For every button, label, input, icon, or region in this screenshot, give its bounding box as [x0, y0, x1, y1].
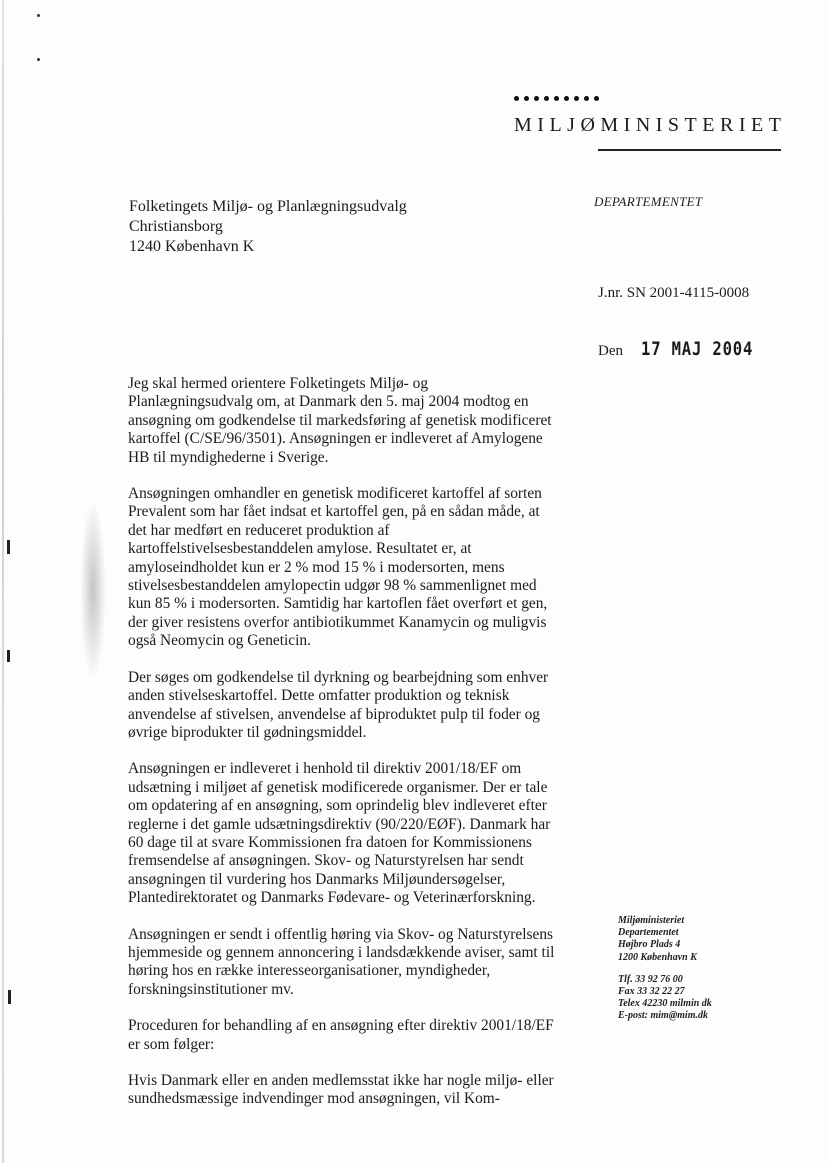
punch-mark	[7, 650, 10, 662]
address-street: Højbro Plads 4	[618, 939, 681, 951]
body-paragraph: Der søges om godkendelse til dyrkning og bearbejdning som enhver anden stivelseskartoffel. Dette omfatter produktion og teknisk anvendelse af stivelsen, anvendelse af biproduktet pulp til foder og øvrige biprodukter til gødningsmiddel.	[128, 668, 549, 741]
letter-body	[128, 375, 556, 1127]
scan-speck	[37, 14, 40, 17]
recipient-line: Folketingets Miljø- og Planlægningsudvalg	[129, 198, 407, 215]
department-label: DEPARTEMENTET	[594, 194, 703, 209]
recipient-line: Christiansborg	[129, 218, 223, 235]
recipient-line: 1240 København K	[129, 238, 255, 255]
scan-speck	[37, 58, 40, 61]
body-paragraph: Ansøgningen omhandler en genetisk modificeret kartoffel af sorten Prevalent som har fået indsat et kartoffel gen, på en sådan måde, at det har medført en reduceret produktion af kartoffelstivelsesbestanddelen amylose. Resultatet er, at amyloseindholdet kun er 2 % mod 15 % i modersorten, mens stivelsesbestanddelen amylopectin udgør 98 % sammenlignet med kun 85 % i modersorten. Samtidig har kartoflen fået overført et gen, der giver resistens overfor antibiotikummet Kanamycin og muligvis også Neomycin og Geneticin.	[128, 485, 548, 650]
recipient-address	[129, 197, 407, 257]
journal-number: J.nr. SN 2001-4115-0008	[598, 285, 750, 301]
date-line	[598, 338, 778, 360]
address-city: 1200 København K	[618, 951, 697, 963]
address-email: E-post: mim@mim.dk	[618, 1010, 708, 1022]
address-org: Miljøministeriet	[618, 915, 685, 926]
scan-edge	[2, 0, 4, 1163]
address-phone: Tlf. 33 92 76 00	[618, 973, 683, 985]
body-paragraph: Ansøgningen er sendt i offentlig høring via Skov- og Naturstyrelsens hjemmeside og gennem annoncering i landsdækkende aviser, samt til høring hos en række interesseorganisationer, myndigheder, forskningsinstitutioner mv.	[128, 925, 555, 998]
address-dept: Departementet	[618, 927, 679, 939]
body-paragraph: Hvis Danmark eller en anden medlemsstat ikke har nogle miljø- eller sundhedsmæssige indvendinger mod ansøgningen, vil Kom-	[128, 1072, 554, 1108]
date-label: Den	[598, 343, 623, 359]
scan-smudge	[80, 500, 106, 680]
letterhead-dots	[514, 96, 600, 106]
punch-mark	[7, 540, 10, 554]
address-telex: Telex 42230 milmin dk	[618, 998, 712, 1010]
date-stamp: 17 MAJ 2004	[641, 338, 754, 360]
ministry-name: MILJØMINISTERIET	[514, 114, 787, 136]
sender-address-block	[618, 915, 808, 1023]
punch-mark	[8, 990, 11, 1004]
body-paragraph: Ansøgningen er indleveret i henhold til direktiv 2001/18/EF om udsætning i miljøet af genetisk modificerede organismer. Der er tale om opdatering af en ansøgning, som oprindelig blev indleveret efter reglerne i det gamle udsætningsdirektiv (90/220/EØF). Danmark har 60 dage til at svare Kommissionen fra datoen for Kommissionens fremsendelse af ansøgningen. Skov- og Naturstyrelsen har sendt ansøgningen til vurdering hos Danmarks Miljøundersøgelser, Plantedirektoratet og Danmarks Fødevare- og Veterinærforskning.	[128, 760, 551, 907]
address-fax: Fax 33 32 22 27	[618, 986, 685, 998]
letterhead-rule	[598, 149, 781, 151]
body-paragraph: Jeg skal hermed orientere Folketingets Miljø- og Planlægningsudvalg om, at Danmark den 5. maj 2004 modtog en ansøgning om godkendelse til markedsføring af genetisk modificeret kartoffel (C/SE/96/3501). Ansøgningen er indleveret af Amylogene HB til myndighederne i Sverige.	[128, 375, 552, 466]
body-paragraph: Proceduren for behandling af en ansøgning efter direktiv 2001/18/EF er som følger:	[128, 1017, 554, 1053]
